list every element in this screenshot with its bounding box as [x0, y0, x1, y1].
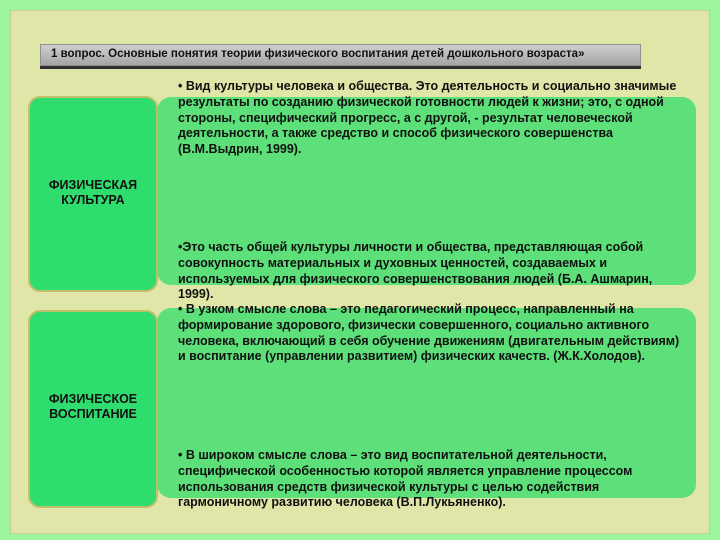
slide-title: 1 вопрос. Основные понятия теории физического воспитания детей дошкольного возраста»: [51, 48, 585, 60]
definition-text-culture-1: • Вид культуры человека и общества. Это деятельность и социально значимые результаты по созданию физической готовности людей к жизни; это, с одной стороны, специфический прогресс, а с другой, - результат человеческой деятельности, а также средство и способ физического совершенства (В.М.Выдрин, 1999).: [178, 79, 677, 157]
definition-text-education-1: • В узком смысле слова – это педагогический процесс, направленный на формирование здорового, физически совершенного, социально активного человека, включающий в себя обучение движениям (двигательным действиям) и воспитание (управлении развитием) физических качеств. (Ж.К.Холодов).: [178, 302, 680, 364]
definition-text-education-2: • В широком смысле слова – это вид воспитательной деятельности, специфической особенностью которой является управление процессом использования средств физической культуры с целью содействия гармоничному развитию человека (В.П.Лукьяненко).: [178, 448, 633, 510]
title-bar: [40, 44, 641, 66]
term-label-physical-education: ФИЗИЧЕСКОЕ ВОСПИТАНИЕ: [48, 392, 138, 421]
definition-text-culture-2: •Это часть общей культуры личности и общества, представляющая собой совокупность материальных и духовных ценностей, создаваемых и используемых для физического совершенствования людей (Б.А. Ашмарин, 1999).: [178, 240, 653, 302]
term-box-physical-education: [28, 310, 158, 508]
term-label-physical-culture: ФИЗИЧЕСКАЯ КУЛЬТУРА: [48, 178, 138, 207]
term-box-physical-culture: [28, 96, 158, 292]
